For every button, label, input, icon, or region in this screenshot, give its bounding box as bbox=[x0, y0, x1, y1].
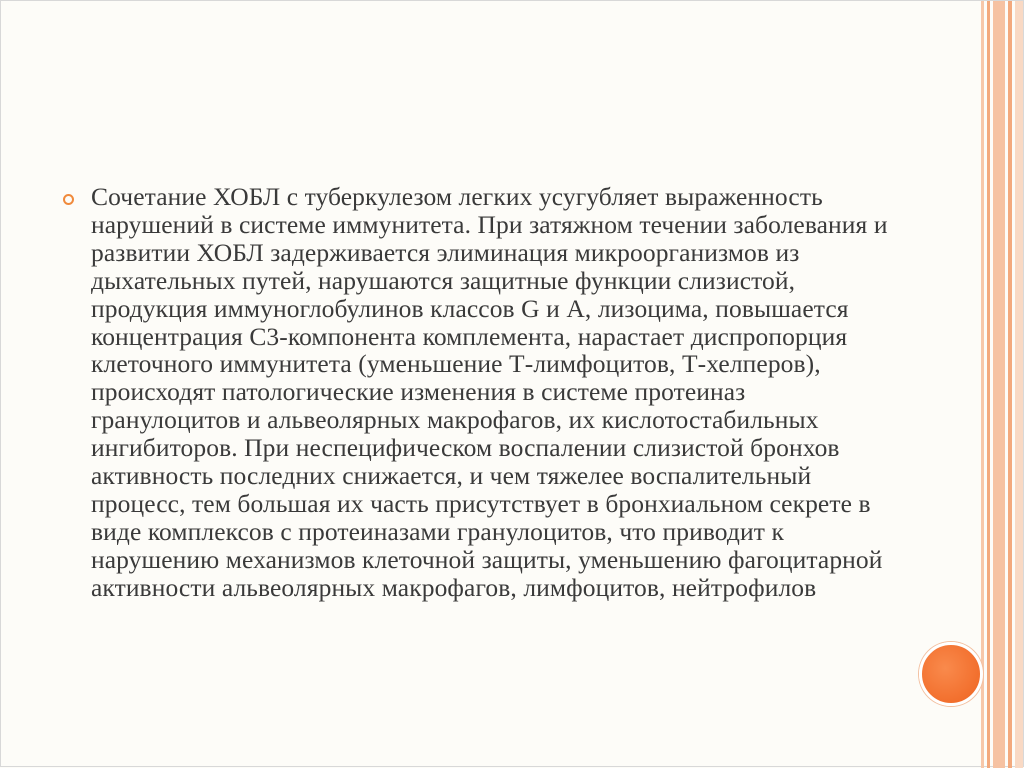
decorative-circle-icon bbox=[919, 642, 983, 706]
slide-content bbox=[63, 183, 893, 602]
bullet-text: Сочетание ХОБЛ с туберкулезом легких усугубляет выраженность нарушений в системе иммунитета. При затяжном течении заболевания и развитии ХОБЛ задерживается элиминация микроорганизмов из дыхательных путей, нарушаются защитные функции слизистой, продукция иммуноглобулинов классов G и A, лизоцима, повышается концентрация С3-компонента комплемента, нарастает диспропорция клеточного иммунитета (уменьшение Т-лимфоцитов, Т-хелперов), происходят патологические изменения в системе протеиназ гранулоцитов и альвеолярных макрофагов, их кислотостабильных ингибиторов. При неспецифическом воспалении слизистой бронхов активность последних снижается, и чем тяжелее воспалительный процесс, тем большая их часть присутствует в бронхиальном секрете в виде комплексов с протеиназами гранулоцитов, что приводит к нарушению механизмов клеточной защиты, уменьшению фагоцитарной активности альвеолярных макрофагов, лимфоцитов, нейтрофилов bbox=[91, 182, 888, 602]
stripe bbox=[993, 1, 1005, 768]
decorative-side-stripes bbox=[981, 1, 1023, 768]
stripe bbox=[987, 1, 990, 768]
stripe bbox=[1008, 1, 1012, 768]
bullet-item bbox=[63, 183, 893, 602]
stripe bbox=[1015, 1, 1023, 768]
stripe bbox=[981, 1, 984, 768]
bullet-circle-icon bbox=[63, 194, 74, 205]
